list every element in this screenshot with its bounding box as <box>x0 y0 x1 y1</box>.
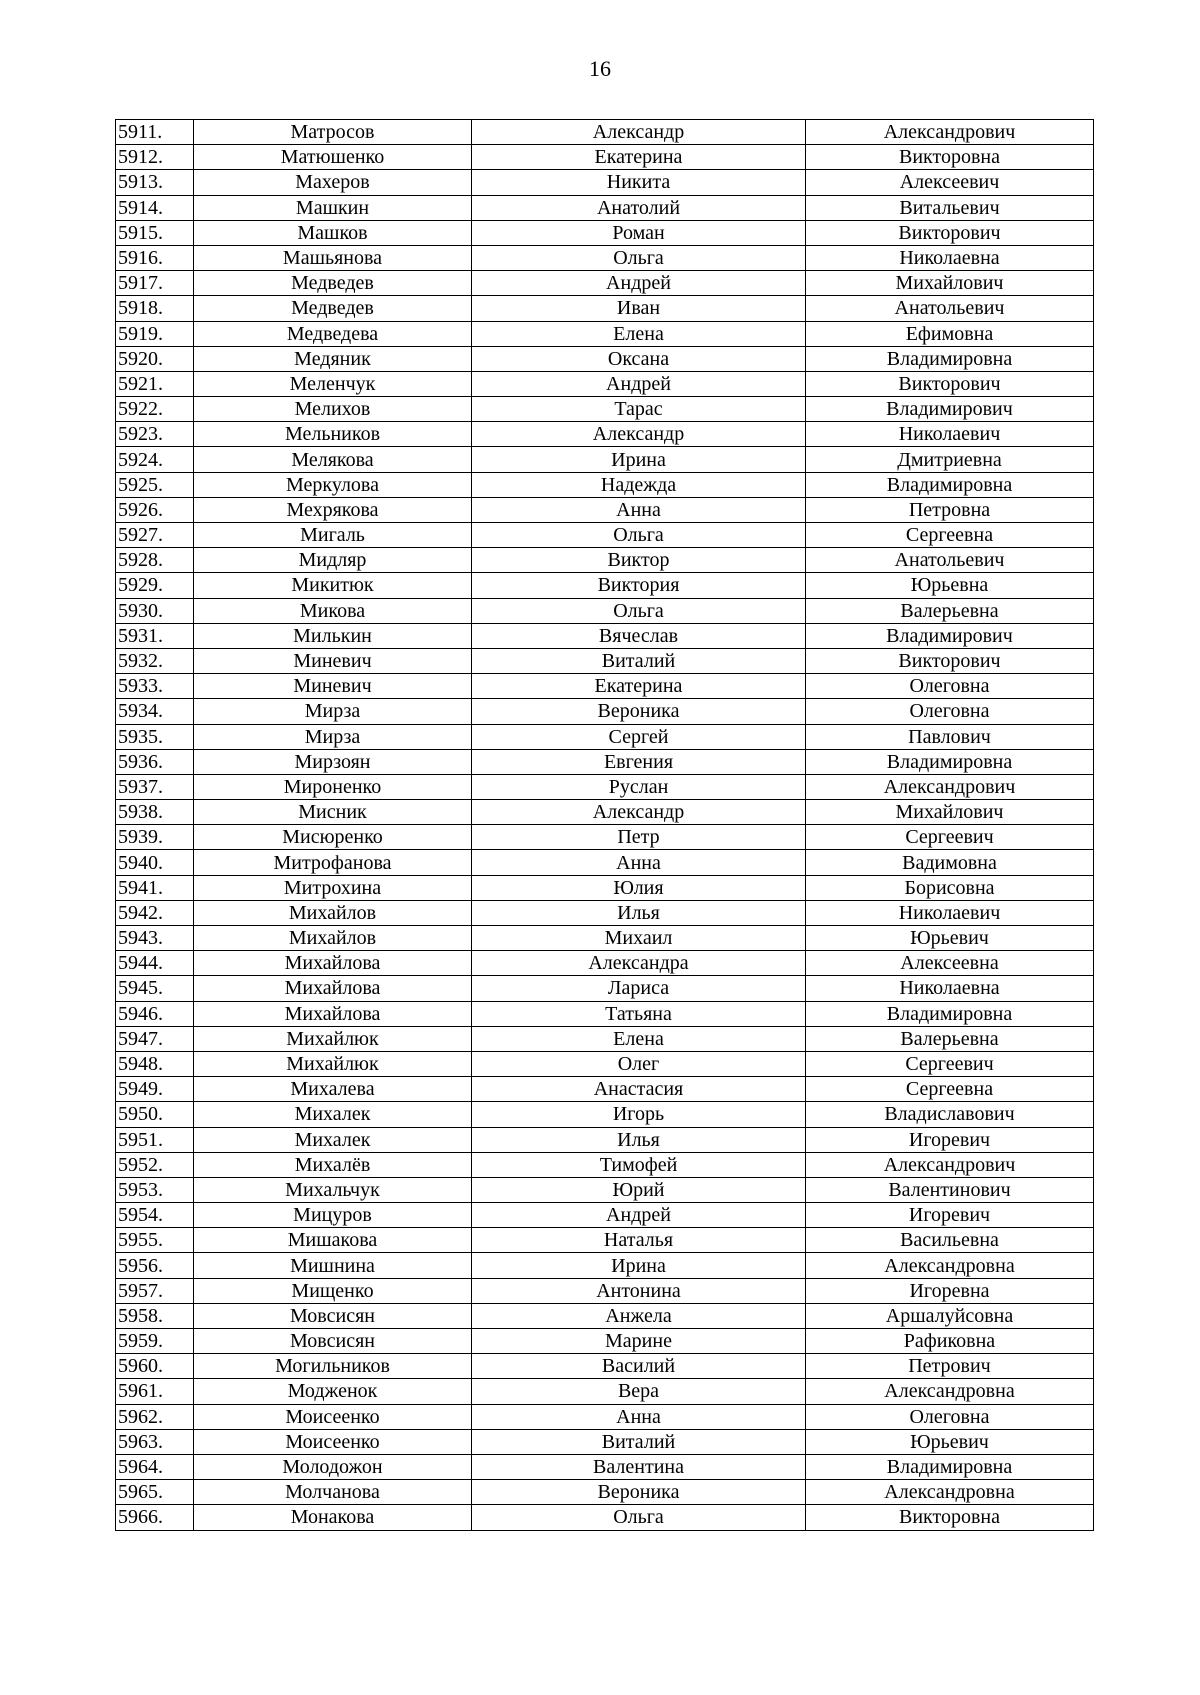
row-number: 5962. <box>116 1404 194 1429</box>
last-name-cell: Мирзоян <box>194 749 472 774</box>
table-row <box>116 1102 1094 1127</box>
last-name-cell: Михайлов <box>194 900 472 925</box>
first-name-cell: Антонина <box>472 1278 806 1303</box>
patronymic-cell: Сергеевна <box>806 523 1094 548</box>
patronymic-cell: Дмитриевна <box>806 447 1094 472</box>
first-name-cell: Михаил <box>472 926 806 951</box>
first-name-cell: Ирина <box>472 447 806 472</box>
first-name-cell: Илья <box>472 900 806 925</box>
table-row <box>116 850 1094 875</box>
row-number: 5942. <box>116 900 194 925</box>
patronymic-cell: Сергеевич <box>806 1051 1094 1076</box>
row-number: 5960. <box>116 1354 194 1379</box>
patronymic-cell: Владимировна <box>806 346 1094 371</box>
row-number: 5965. <box>116 1480 194 1505</box>
patronymic-cell: Владимирович <box>806 623 1094 648</box>
last-name-cell: Михайлова <box>194 976 472 1001</box>
last-name-cell: Медяник <box>194 346 472 371</box>
first-name-cell: Ольга <box>472 245 806 270</box>
row-number: 5934. <box>116 699 194 724</box>
table-row <box>116 1026 1094 1051</box>
table-row <box>116 1429 1094 1454</box>
patronymic-cell: Алексеевич <box>806 170 1094 195</box>
first-name-cell: Сергей <box>472 724 806 749</box>
row-number: 5929. <box>116 573 194 598</box>
table-row <box>116 497 1094 522</box>
patronymic-cell: Михайлович <box>806 800 1094 825</box>
first-name-cell: Надежда <box>472 472 806 497</box>
table-row <box>116 800 1094 825</box>
patronymic-cell: Олеговна <box>806 1404 1094 1429</box>
first-name-cell: Валентина <box>472 1454 806 1479</box>
first-name-cell: Александр <box>472 800 806 825</box>
last-name-cell: Михалек <box>194 1127 472 1152</box>
first-name-cell: Никита <box>472 170 806 195</box>
patronymic-cell: Павлович <box>806 724 1094 749</box>
row-number: 5953. <box>116 1177 194 1202</box>
table-row <box>116 699 1094 724</box>
first-name-cell: Евгения <box>472 749 806 774</box>
last-name-cell: Михалёв <box>194 1152 472 1177</box>
table-row <box>116 1329 1094 1354</box>
first-name-cell: Андрей <box>472 1203 806 1228</box>
first-name-cell: Александр <box>472 422 806 447</box>
patronymic-cell: Вадимовна <box>806 850 1094 875</box>
table-row <box>116 1077 1094 1102</box>
last-name-cell: Митрофанова <box>194 850 472 875</box>
last-name-cell: Меленчук <box>194 371 472 396</box>
first-name-cell: Ольга <box>472 523 806 548</box>
table-row <box>116 926 1094 951</box>
last-name-cell: Модженок <box>194 1379 472 1404</box>
table-row <box>116 548 1094 573</box>
patronymic-cell: Николаевна <box>806 976 1094 1001</box>
patronymic-cell: Борисовна <box>806 875 1094 900</box>
patronymic-cell: Юрьевич <box>806 1429 1094 1454</box>
last-name-cell: Мищенко <box>194 1278 472 1303</box>
table-row <box>116 346 1094 371</box>
last-name-cell: Михайлов <box>194 926 472 951</box>
last-name-cell: Микова <box>194 598 472 623</box>
patronymic-cell: Владимировна <box>806 749 1094 774</box>
last-name-cell: Молодожон <box>194 1454 472 1479</box>
first-name-cell: Вера <box>472 1379 806 1404</box>
row-number: 5921. <box>116 371 194 396</box>
last-name-cell: Михайлова <box>194 1001 472 1026</box>
table-row <box>116 371 1094 396</box>
row-number: 5944. <box>116 951 194 976</box>
table-row <box>116 1203 1094 1228</box>
table-row <box>116 296 1094 321</box>
row-number: 5954. <box>116 1203 194 1228</box>
first-name-cell: Юлия <box>472 875 806 900</box>
table-row <box>116 1228 1094 1253</box>
roster-table <box>115 119 1094 1531</box>
patronymic-cell: Рафиковна <box>806 1329 1094 1354</box>
first-name-cell: Олег <box>472 1051 806 1076</box>
patronymic-cell: Аршалуйсовна <box>806 1303 1094 1328</box>
patronymic-cell: Николаевна <box>806 245 1094 270</box>
last-name-cell: Моисеенко <box>194 1429 472 1454</box>
patronymic-cell: Викторович <box>806 371 1094 396</box>
first-name-cell: Вячеслав <box>472 623 806 648</box>
last-name-cell: Мигаль <box>194 523 472 548</box>
row-number: 5926. <box>116 497 194 522</box>
last-name-cell: Медведев <box>194 271 472 296</box>
last-name-cell: Мидляр <box>194 548 472 573</box>
patronymic-cell: Владимирович <box>806 397 1094 422</box>
patronymic-cell: Михайлович <box>806 271 1094 296</box>
first-name-cell: Вероника <box>472 699 806 724</box>
last-name-cell: Мехрякова <box>194 497 472 522</box>
table-row <box>116 648 1094 673</box>
last-name-cell: Миневич <box>194 648 472 673</box>
patronymic-cell: Александрович <box>806 1152 1094 1177</box>
patronymic-cell: Васильевна <box>806 1228 1094 1253</box>
last-name-cell: Милькин <box>194 623 472 648</box>
table-row <box>116 875 1094 900</box>
table-row <box>116 1379 1094 1404</box>
first-name-cell: Марине <box>472 1329 806 1354</box>
first-name-cell: Оксана <box>472 346 806 371</box>
first-name-cell: Анжела <box>472 1303 806 1328</box>
last-name-cell: Мелихов <box>194 397 472 422</box>
patronymic-cell: Валерьевна <box>806 1026 1094 1051</box>
first-name-cell: Виталий <box>472 648 806 673</box>
first-name-cell: Петр <box>472 825 806 850</box>
patronymic-cell: Юрьевна <box>806 573 1094 598</box>
table-row <box>116 1454 1094 1479</box>
last-name-cell: Матросов <box>194 120 472 145</box>
table-row <box>116 1505 1094 1530</box>
patronymic-cell: Ефимовна <box>806 321 1094 346</box>
last-name-cell: Митрохина <box>194 875 472 900</box>
row-number: 5955. <box>116 1228 194 1253</box>
last-name-cell: Мовсисян <box>194 1329 472 1354</box>
patronymic-cell: Александровна <box>806 1379 1094 1404</box>
patronymic-cell: Викторович <box>806 648 1094 673</box>
patronymic-cell: Владимировна <box>806 1001 1094 1026</box>
last-name-cell: Мисюренко <box>194 825 472 850</box>
row-number: 5924. <box>116 447 194 472</box>
row-number: 5957. <box>116 1278 194 1303</box>
page-number: 16 <box>589 56 611 81</box>
last-name-cell: Машкин <box>194 195 472 220</box>
row-number: 5950. <box>116 1102 194 1127</box>
last-name-cell: Матюшенко <box>194 145 472 170</box>
first-name-cell: Ольга <box>472 1505 806 1530</box>
table-row <box>116 472 1094 497</box>
last-name-cell: Мишнина <box>194 1253 472 1278</box>
first-name-cell: Андрей <box>472 371 806 396</box>
patronymic-cell: Александрович <box>806 120 1094 145</box>
table-row <box>116 523 1094 548</box>
table-row <box>116 321 1094 346</box>
table-row <box>116 1152 1094 1177</box>
last-name-cell: Могильников <box>194 1354 472 1379</box>
last-name-cell: Мовсисян <box>194 1303 472 1328</box>
patronymic-cell: Николаевич <box>806 900 1094 925</box>
patronymic-cell: Валентинович <box>806 1177 1094 1202</box>
table-row <box>116 900 1094 925</box>
patronymic-cell: Олеговна <box>806 674 1094 699</box>
row-number: 5939. <box>116 825 194 850</box>
last-name-cell: Михайлова <box>194 951 472 976</box>
first-name-cell: Игорь <box>472 1102 806 1127</box>
patronymic-cell: Игоревич <box>806 1203 1094 1228</box>
last-name-cell: Мицуров <box>194 1203 472 1228</box>
row-number: 5918. <box>116 296 194 321</box>
row-number: 5930. <box>116 598 194 623</box>
patronymic-cell: Витальевич <box>806 195 1094 220</box>
row-number: 5961. <box>116 1379 194 1404</box>
table-row <box>116 598 1094 623</box>
first-name-cell: Наталья <box>472 1228 806 1253</box>
row-number: 5916. <box>116 245 194 270</box>
first-name-cell: Екатерина <box>472 145 806 170</box>
row-number: 5920. <box>116 346 194 371</box>
last-name-cell: Мишакова <box>194 1228 472 1253</box>
row-number: 5925. <box>116 472 194 497</box>
first-name-cell: Лариса <box>472 976 806 1001</box>
last-name-cell: Михайлюк <box>194 1026 472 1051</box>
last-name-cell: Михальчук <box>194 1177 472 1202</box>
table-row <box>116 724 1094 749</box>
table-row <box>116 674 1094 699</box>
first-name-cell: Тимофей <box>472 1152 806 1177</box>
patronymic-cell: Викторовна <box>806 145 1094 170</box>
row-number: 5941. <box>116 875 194 900</box>
row-number: 5927. <box>116 523 194 548</box>
table-row <box>116 1001 1094 1026</box>
row-number: 5935. <box>116 724 194 749</box>
last-name-cell: Машьянова <box>194 245 472 270</box>
table-row <box>116 220 1094 245</box>
first-name-cell: Тарас <box>472 397 806 422</box>
table-row <box>116 1480 1094 1505</box>
patronymic-cell: Алексеевна <box>806 951 1094 976</box>
first-name-cell: Роман <box>472 220 806 245</box>
patronymic-cell: Сергеевна <box>806 1077 1094 1102</box>
table-row <box>116 1051 1094 1076</box>
patronymic-cell: Олеговна <box>806 699 1094 724</box>
row-number: 5922. <box>116 397 194 422</box>
row-number: 5937. <box>116 774 194 799</box>
first-name-cell: Вероника <box>472 1480 806 1505</box>
first-name-cell: Руслан <box>472 774 806 799</box>
patronymic-cell: Николаевич <box>806 422 1094 447</box>
row-number: 5964. <box>116 1454 194 1479</box>
row-number: 5936. <box>116 749 194 774</box>
patronymic-cell: Юрьевич <box>806 926 1094 951</box>
last-name-cell: Монакова <box>194 1505 472 1530</box>
table-row <box>116 1253 1094 1278</box>
row-number: 5958. <box>116 1303 194 1328</box>
row-number: 5912. <box>116 145 194 170</box>
row-number: 5915. <box>116 220 194 245</box>
table-row <box>116 1127 1094 1152</box>
last-name-cell: Медведев <box>194 296 472 321</box>
table-row <box>116 1177 1094 1202</box>
first-name-cell: Елена <box>472 321 806 346</box>
first-name-cell: Анатолий <box>472 195 806 220</box>
row-number: 5928. <box>116 548 194 573</box>
first-name-cell: Виталий <box>472 1429 806 1454</box>
row-number: 5951. <box>116 1127 194 1152</box>
last-name-cell: Михайлюк <box>194 1051 472 1076</box>
table-row <box>116 1278 1094 1303</box>
table-row <box>116 120 1094 145</box>
first-name-cell: Илья <box>472 1127 806 1152</box>
last-name-cell: Михалек <box>194 1102 472 1127</box>
row-number: 5946. <box>116 1001 194 1026</box>
first-name-cell: Анна <box>472 1404 806 1429</box>
table-row <box>116 422 1094 447</box>
first-name-cell: Елена <box>472 1026 806 1051</box>
row-number: 5917. <box>116 271 194 296</box>
table-row <box>116 447 1094 472</box>
first-name-cell: Татьяна <box>472 1001 806 1026</box>
row-number: 5959. <box>116 1329 194 1354</box>
last-name-cell: Махеров <box>194 170 472 195</box>
table-row <box>116 1303 1094 1328</box>
row-number: 5913. <box>116 170 194 195</box>
last-name-cell: Михалева <box>194 1077 472 1102</box>
row-number: 5919. <box>116 321 194 346</box>
last-name-cell: Мисник <box>194 800 472 825</box>
table-row <box>116 245 1094 270</box>
roster-table-body <box>116 120 1094 1531</box>
row-number: 5945. <box>116 976 194 1001</box>
row-number: 5966. <box>116 1505 194 1530</box>
patronymic-cell: Владиславович <box>806 1102 1094 1127</box>
table-row <box>116 573 1094 598</box>
table-row <box>116 397 1094 422</box>
table-row <box>116 774 1094 799</box>
row-number: 5914. <box>116 195 194 220</box>
last-name-cell: Мельников <box>194 422 472 447</box>
last-name-cell: Мирза <box>194 724 472 749</box>
table-row <box>116 170 1094 195</box>
patronymic-cell: Александрович <box>806 774 1094 799</box>
last-name-cell: Молчанова <box>194 1480 472 1505</box>
row-number: 5911. <box>116 120 194 145</box>
table-row <box>116 749 1094 774</box>
row-number: 5932. <box>116 648 194 673</box>
patronymic-cell: Сергеевич <box>806 825 1094 850</box>
first-name-cell: Василий <box>472 1354 806 1379</box>
first-name-cell: Анна <box>472 850 806 875</box>
patronymic-cell: Владимировна <box>806 472 1094 497</box>
table-row <box>116 271 1094 296</box>
patronymic-cell: Валерьевна <box>806 598 1094 623</box>
patronymic-cell: Александровна <box>806 1480 1094 1505</box>
last-name-cell: Моисеенко <box>194 1404 472 1429</box>
row-number: 5963. <box>116 1429 194 1454</box>
first-name-cell: Андрей <box>472 271 806 296</box>
patronymic-cell: Игоревич <box>806 1127 1094 1152</box>
last-name-cell: Миневич <box>194 674 472 699</box>
last-name-cell: Мирза <box>194 699 472 724</box>
row-number: 5940. <box>116 850 194 875</box>
first-name-cell: Екатерина <box>472 674 806 699</box>
row-number: 5923. <box>116 422 194 447</box>
first-name-cell: Александра <box>472 951 806 976</box>
first-name-cell: Иван <box>472 296 806 321</box>
patronymic-cell: Владимировна <box>806 1454 1094 1479</box>
table-row <box>116 195 1094 220</box>
table-row <box>116 145 1094 170</box>
patronymic-cell: Игоревна <box>806 1278 1094 1303</box>
first-name-cell: Анна <box>472 497 806 522</box>
row-number: 5938. <box>116 800 194 825</box>
table-row <box>116 951 1094 976</box>
patronymic-cell: Петрович <box>806 1354 1094 1379</box>
table-row <box>116 1354 1094 1379</box>
patronymic-cell: Александровна <box>806 1253 1094 1278</box>
patronymic-cell: Анатольевич <box>806 296 1094 321</box>
row-number: 5952. <box>116 1152 194 1177</box>
row-number: 5931. <box>116 623 194 648</box>
last-name-cell: Мелякова <box>194 447 472 472</box>
first-name-cell: Виктор <box>472 548 806 573</box>
row-number: 5956. <box>116 1253 194 1278</box>
first-name-cell: Юрий <box>472 1177 806 1202</box>
last-name-cell: Меркулова <box>194 472 472 497</box>
table-row <box>116 976 1094 1001</box>
patronymic-cell: Анатольевич <box>806 548 1094 573</box>
table-row <box>116 1404 1094 1429</box>
patronymic-cell: Викторович <box>806 220 1094 245</box>
row-number: 5943. <box>116 926 194 951</box>
patronymic-cell: Викторовна <box>806 1505 1094 1530</box>
row-number: 5933. <box>116 674 194 699</box>
last-name-cell: Медведева <box>194 321 472 346</box>
row-number: 5947. <box>116 1026 194 1051</box>
last-name-cell: Микитюк <box>194 573 472 598</box>
table-row <box>116 825 1094 850</box>
last-name-cell: Машков <box>194 220 472 245</box>
first-name-cell: Ольга <box>472 598 806 623</box>
first-name-cell: Виктория <box>472 573 806 598</box>
first-name-cell: Ирина <box>472 1253 806 1278</box>
patronymic-cell: Петровна <box>806 497 1094 522</box>
row-number: 5948. <box>116 1051 194 1076</box>
table-row <box>116 623 1094 648</box>
first-name-cell: Александр <box>472 120 806 145</box>
row-number: 5949. <box>116 1077 194 1102</box>
last-name-cell: Мироненко <box>194 774 472 799</box>
first-name-cell: Анастасия <box>472 1077 806 1102</box>
